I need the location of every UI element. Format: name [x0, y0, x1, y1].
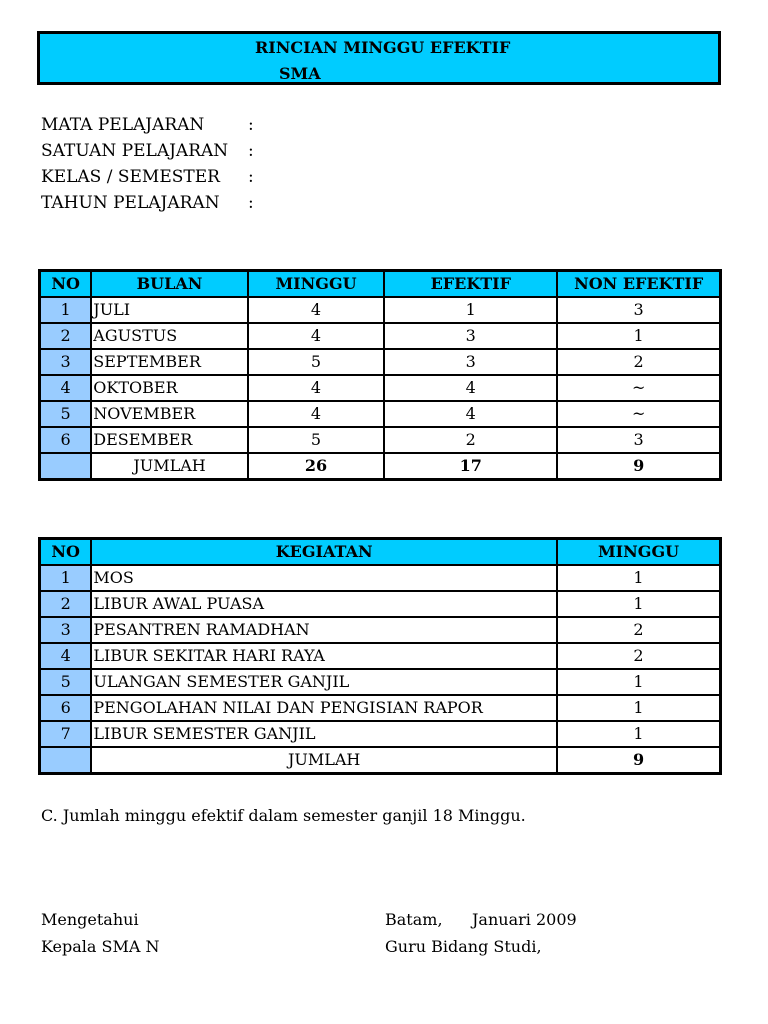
row-number-empty [40, 747, 92, 774]
effective-cell: 1 [384, 297, 557, 323]
row-number: 6 [40, 427, 92, 453]
table-row [40, 591, 721, 617]
info-separator: : [248, 167, 254, 187]
month-cell: DESEMBER [91, 427, 248, 453]
effective-cell: 3 [384, 349, 557, 375]
col-header-minggu: MINGGU [557, 539, 720, 566]
activity-cell: PENGOLAHAN NILAI DAN PENGISIAN RAPOR [91, 695, 557, 721]
total-row [40, 747, 721, 774]
month-cell: JULI [91, 297, 248, 323]
row-number: 6 [40, 695, 92, 721]
non-effective-cell: 3 [557, 427, 720, 453]
activity-cell: LIBUR SEMESTER GANJIL [91, 721, 557, 747]
table-row [40, 349, 721, 375]
table-row [40, 297, 721, 323]
table-row [40, 643, 721, 669]
signature-date: Januari 2009 [472, 910, 577, 929]
table-row [40, 427, 721, 453]
non-effective-cell: 3 [557, 297, 720, 323]
activity-cell: LIBUR AWAL PUASA [91, 591, 557, 617]
info-label: SATUAN PELAJARAN [41, 141, 229, 161]
effective-cell: 4 [384, 401, 557, 427]
activity-cell: ULANGAN SEMESTER GANJIL [91, 669, 557, 695]
total-non-effective: 9 [557, 453, 720, 480]
weeks-cell: 1 [557, 695, 720, 721]
info-tahun-pelajaran [41, 193, 254, 213]
activities-table [38, 537, 722, 775]
weeks-cell: 2 [557, 643, 720, 669]
non-effective-cell: ~ [557, 401, 720, 427]
row-number: 4 [40, 643, 92, 669]
non-effective-cell: 2 [557, 349, 720, 375]
non-effective-cell: ~ [557, 375, 720, 401]
weeks-cell: 1 [557, 721, 720, 747]
signature-left-line1: Mengetahui [41, 910, 139, 929]
total-weeks: 26 [248, 453, 384, 480]
table-row [40, 669, 721, 695]
info-label: KELAS / SEMESTER [41, 167, 220, 187]
total-effective: 17 [384, 453, 557, 480]
col-header-bulan: BULAN [91, 271, 248, 298]
row-number: 2 [40, 323, 92, 349]
row-number: 7 [40, 721, 92, 747]
non-effective-cell: 1 [557, 323, 720, 349]
col-header-non-efektif: NON EFEKTIF [557, 271, 720, 298]
col-header-kegiatan: KEGIATAN [91, 539, 557, 566]
info-label: MATA PELAJARAN [41, 115, 205, 135]
total-weeks: 9 [557, 747, 720, 774]
activity-cell: PESANTREN RAMADHAN [91, 617, 557, 643]
weeks-cell: 5 [248, 427, 384, 453]
month-cell: AGUSTUS [91, 323, 248, 349]
row-number: 3 [40, 617, 92, 643]
row-number: 4 [40, 375, 92, 401]
row-number: 3 [40, 349, 92, 375]
info-kelas-semester [41, 167, 254, 187]
month-cell: SEPTEMBER [91, 349, 248, 375]
month-cell: NOVEMBER [91, 401, 248, 427]
weeks-cell: 4 [248, 297, 384, 323]
table-row [40, 323, 721, 349]
row-number: 1 [40, 297, 92, 323]
table-header-row [40, 271, 721, 298]
info-separator: : [248, 115, 254, 135]
row-number: 5 [40, 669, 92, 695]
table-row [40, 401, 721, 427]
col-header-no: NO [40, 271, 92, 298]
weeks-cell: 5 [248, 349, 384, 375]
total-label: JUMLAH [91, 453, 248, 480]
table-row [40, 695, 721, 721]
info-satuan-pelajaran [41, 141, 254, 161]
info-label: TAHUN PELAJARAN [41, 193, 220, 213]
month-cell: OKTOBER [91, 375, 248, 401]
effective-cell: 2 [384, 427, 557, 453]
info-separator: : [248, 141, 254, 161]
row-number: 5 [40, 401, 92, 427]
signature-right-line2: Guru Bidang Studi, [385, 937, 542, 956]
effective-cell: 3 [384, 323, 557, 349]
weeks-cell: 4 [248, 323, 384, 349]
effective-cell: 4 [384, 375, 557, 401]
col-header-minggu: MINGGU [248, 271, 384, 298]
row-number-empty [40, 453, 92, 480]
row-number: 1 [40, 565, 92, 591]
header-banner [37, 31, 721, 85]
weeks-cell: 1 [557, 565, 720, 591]
info-mata-pelajaran [41, 115, 254, 135]
total-label: JUMLAH [91, 747, 557, 774]
weeks-cell: 2 [557, 617, 720, 643]
info-separator: : [248, 193, 254, 213]
activity-cell: MOS [91, 565, 557, 591]
table-header-row [40, 539, 721, 566]
row-number: 2 [40, 591, 92, 617]
activity-cell: LIBUR SEKITAR HARI RAYA [91, 643, 557, 669]
col-header-no: NO [40, 539, 92, 566]
weeks-cell: 4 [248, 401, 384, 427]
page-subtitle: SMA [279, 64, 321, 83]
table-row [40, 375, 721, 401]
weeks-cell: 1 [557, 669, 720, 695]
weeks-cell: 4 [248, 375, 384, 401]
summary-note: C. Jumlah minggu efektif dalam semester ganjil 18 Minggu. [41, 806, 526, 825]
col-header-efektif: EFEKTIF [384, 271, 557, 298]
table-row [40, 565, 721, 591]
signature-left-line2: Kepala SMA N [41, 937, 160, 956]
table-row [40, 721, 721, 747]
signature-place: Batam, [385, 910, 443, 929]
total-row [40, 453, 721, 480]
weeks-cell: 1 [557, 591, 720, 617]
page-title: RINCIAN MINGGU EFEKTIF [255, 38, 511, 57]
monthly-weeks-table [38, 269, 722, 481]
table-row [40, 617, 721, 643]
